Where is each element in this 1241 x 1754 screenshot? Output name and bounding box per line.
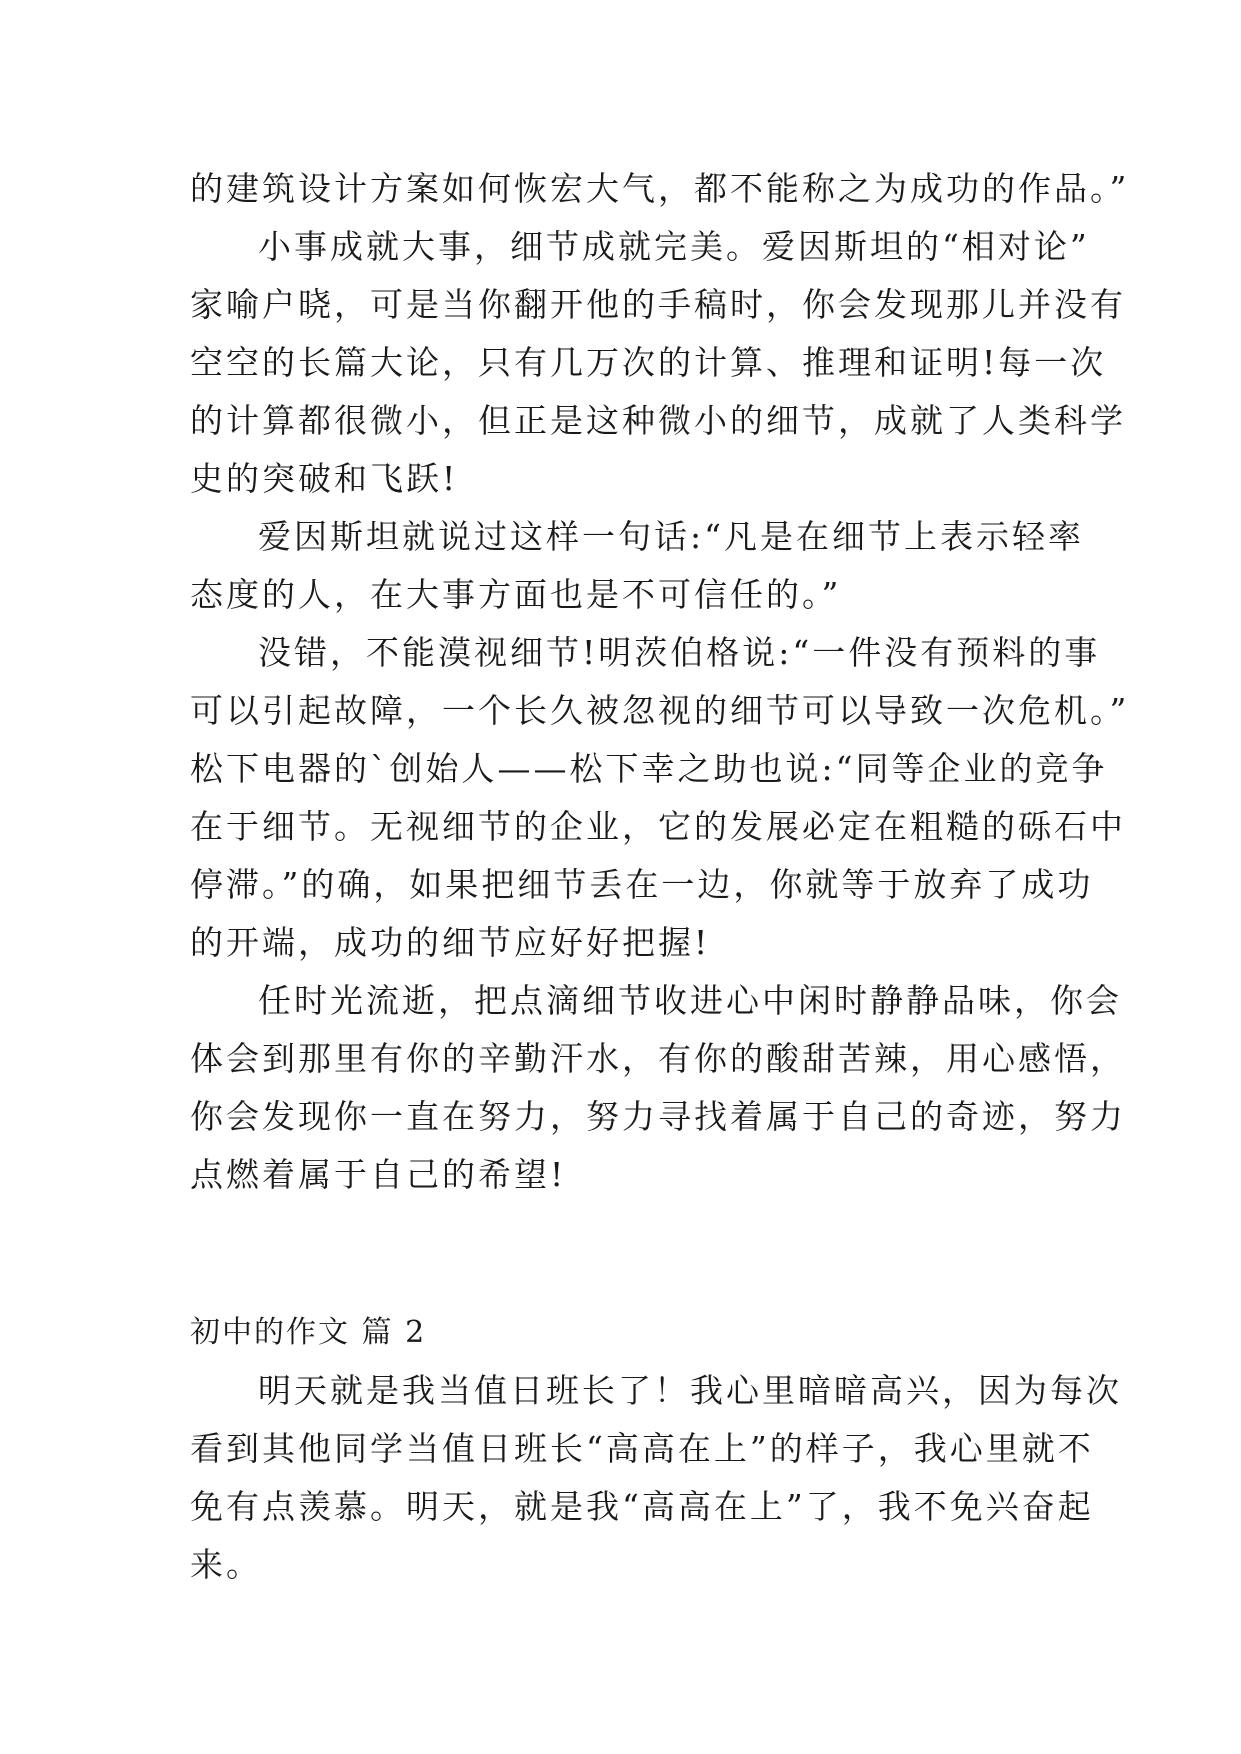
paragraph-start-line: 爱因斯坦就说过这样一句话:“凡是在细节上表示轻率 (258, 517, 1084, 556)
text-line: 免有点羡慕。明天，就是我“高高在上”了，我不免兴奋起 (190, 1487, 1094, 1526)
text-line: 家喻户晓，可是当你翻开他的手稿时，你会发现那儿并没有 (190, 285, 1126, 324)
text-line: 空空的长篇大论，只有几万次的计算、推理和证明!每一次 (190, 343, 1107, 382)
document-body (190, 160, 1130, 1594)
text-line: 史的突破和飞跃! (190, 459, 459, 498)
text-line: 在于细节。无视细节的企业，它的发展必定在粗糙的砾石中 (190, 807, 1126, 846)
text-line: 的开端，成功的细节应好好把握! (190, 923, 711, 962)
section-gap (190, 1204, 1070, 1304)
text-line: 的建筑设计方案如何恢宏大气，都不能称之为成功的作品。” (190, 169, 1130, 208)
text-line: 松下电器的`创始人——松下幸之助也说:“同等企业的竞争 (190, 749, 1108, 788)
text-line: 看到其他同学当值日班长“高高在上”的样子，我心里就不 (190, 1429, 1094, 1468)
text-line: 来。 (190, 1545, 262, 1584)
paragraph-start-line: 任时光流逝，把点滴细节收进心中闲时静静品味，你会 (258, 981, 1122, 1020)
paragraph-start-line: 明天就是我当值日班长了！我心里暗暗高兴，因为每次 (258, 1371, 1122, 1410)
text-line: 你会发现你一直在努力，努力寻找着属于自己的奇迹，努力 (190, 1097, 1126, 1136)
text-line: 的计算都很微小，但正是这种微小的细节，成就了人类科学 (190, 401, 1126, 440)
paragraph-start-line: 小事成就大事，细节成就完美。爱因斯坦的“相对论” (258, 227, 1090, 266)
text-line: 态度的人，在大事方面也是不可信任的。” (190, 575, 842, 614)
text-line: 体会到那里有你的辛勤汗水，有你的酸甜苦辣，用心感悟， (190, 1039, 1126, 1078)
paragraph-start-line: 没错，不能漠视细节!明茨伯格说:“一件没有预料的事 (258, 633, 1101, 672)
section-heading: 初中的作文 篇 2 (190, 1315, 427, 1350)
text-line: 可以引起故障，一个长久被忽视的细节可以导致一次危机。” (190, 691, 1130, 730)
text-line: 停滞。”的确，如果把细节丢在一边，你就等于放弃了成功 (190, 865, 1094, 904)
text-line: 点燃着属于自己的希望! (190, 1155, 567, 1194)
